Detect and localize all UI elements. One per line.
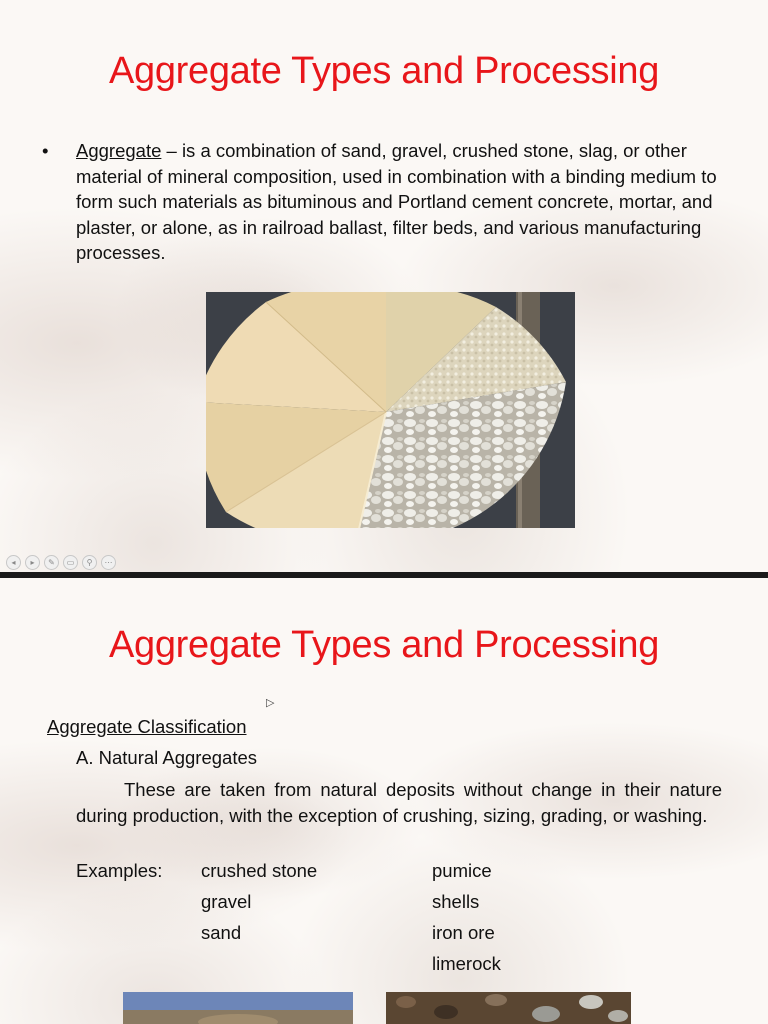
slide-title: Aggregate Types and Processing [108,624,660,666]
zoom-icon[interactable]: ⚲ [82,555,97,570]
example-item: gravel [201,891,252,912]
slide-title: Aggregate Types and Processing [108,50,660,92]
pen-icon[interactable]: ✎ [44,555,59,570]
presentation-nav-controls [6,555,116,570]
more-options-icon[interactable]: ⋯ [101,555,116,570]
section-heading: Aggregate Classification [47,716,247,737]
aggregate-pie-photo [206,292,575,528]
definition-paragraph [76,138,732,266]
subheading-natural-aggregates: A. Natural Aggregates [76,747,257,768]
example-item: iron ore [432,922,495,943]
example-item: sand [201,922,242,943]
crushed-stone-photo [386,992,631,1024]
slide-2 [0,578,768,1024]
examples-label: Examples: [76,860,163,881]
natural-aggregates-description: These are taken from natural deposits without change in their nature during production, with the exception of crushing, sizing, grading, or washing. [76,779,722,826]
aggregate-term: Aggregate [76,140,162,161]
example-item: shells [432,891,480,912]
mouse-pointer-icon: ▷ [266,697,275,709]
aggregate-definition: – is a combination of sand, gravel, crushed stone, slag, or other material of mineral composition, used in combination with a binding medium to form such materials as bituminous and Portland cement concrete, mortar, and plaster, or alone, as in railroad ballast, filter beds, and various manufacturing processes. [76,140,717,263]
example-item: pumice [432,860,492,881]
definition-bullet [42,138,732,266]
previous-slide-icon[interactable]: ◂ [6,555,21,570]
natural-deposit-photo [123,992,353,1024]
bullet-marker: • [42,140,49,161]
next-slide-icon[interactable]: ▸ [25,555,40,570]
slide-view-icon[interactable]: ▭ [63,555,78,570]
example-item: limerock [432,953,501,974]
example-item: crushed stone [201,860,318,881]
